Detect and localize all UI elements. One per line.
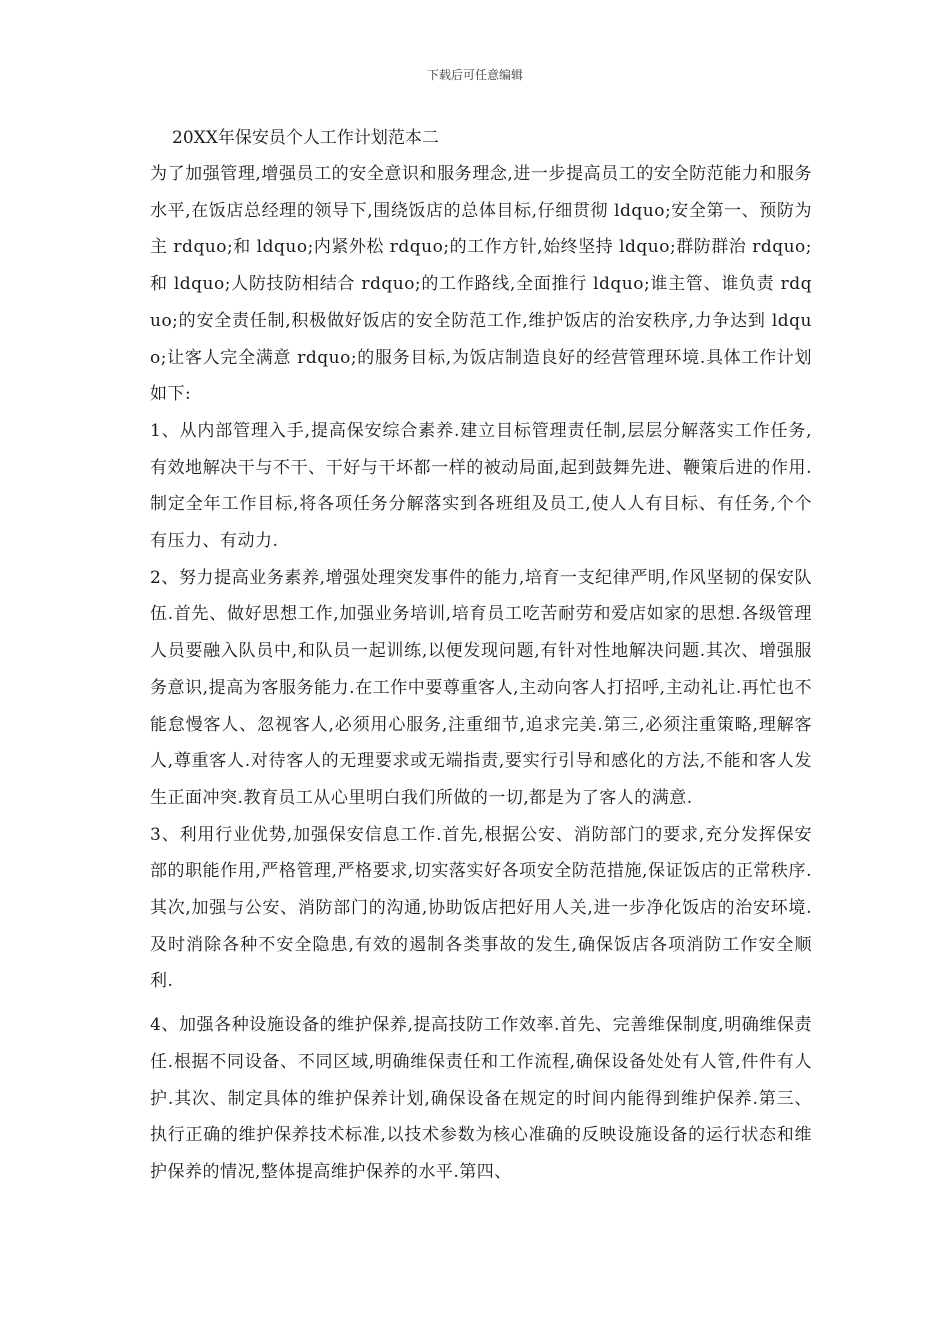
page-header-note: 下载后可任意编辑 [426,68,523,82]
paragraph-item-2: 2、努力提高业务素养,增强处理突发事件的能力,培育一支纪律严明,作风坚韧的保安队伍.首先、做好思想工作,加强业务培训,培育员工吃苦耐劳和爱店如家的思想.各级管理人员要融入队员中,和队员一起训练,以便发现问题,有针对性地解决问题.其次、增强服务意识,提高为客服务能力.在工作中要尊重客人,主动向客人打招呼,主动礼让.再忙也不能怠慢客人、忽视客人,必须用心服务,注重细节,追求完美.第三,必须注重策略,理解客人,尊重客人.对待客人的无理要求或无端指责,要实行引导和感化的方法,不能和客人发生正面冲突.教育员工从心里明白我们所做的一切,都是为了客人的满意. [150,567,812,808]
paragraph-item-3: 3、利用行业优势,加强保安信息工作.首先,根据公安、消防部门的要求,充分发挥保安部的职能作用,严格管理,严格要求,切实落实好各项安全防范措施,保证饭店的正常秩序.其次,加强与公安、消防部门的沟通,协助饭店把好用人关,进一步净化饭店的治安环境.及时消除各种不安全隐患,有效的遏制各类事故的发生,确保饭店各项消防工作安全顺利. [150,824,812,992]
paragraph-item-1: 1、从内部管理入手,提高保安综合素养.建立目标管理责任制,层层分解落实工作任务,有效地解决干与不干、干好与干坏都一样的被动局面,起到鼓舞先进、鞭策后进的作用.制定全年工作目标,将各项任务分解落实到各班组及员工,使人人有目标、有任务,个个有压力、有动力. [150,420,812,552]
document-body [142,120,812,1191]
document-title: 20XX年保安员个人工作计划范本二 [172,128,439,148]
paragraph-item-4: 4、加强各种设施设备的维护保养,提高技防工作效率.首先、完善维保制度,明确维保责任.根据不同设备、不同区域,明确维保责任和工作流程,确保设备处处有人管,件件有人护.其次、制定具体的维护保养计划,确保设备在规定的时间内能得到维护保养.第三、执行正确的维护保养技术标准,以技术参数为核心准确的反映设施设备的运行状态和维护保养的情况,整体提高维护保养的水平.第四、 [150,1015,812,1182]
paragraph-intro: 为了加强管理,增强员工的安全意识和服务理念,进一步提高员工的安全防范能力和服务水平,在饭店总经理的领导下,围绕饭店的总体目标,仔细贯彻 ldquo;安全第一、预防为主 rdquo;和 ldquo;内紧外松 rdquo;的工作方针,始终坚持 ldquo;群防群治 rdquo;和 ldquo;人防技防相结合 rdquo;的工作路线,全面推行 ldquo;谁主管、谁负责 rdquo;的安全责任制,积极做好饭店的安全防范工作,维护饭店的治安秩序,力争达到 ldquo;让客人完全满意 rdquo;的服务目标,为饭店制造良好的经营管理环境.具体工作计划如下: [150,164,812,405]
